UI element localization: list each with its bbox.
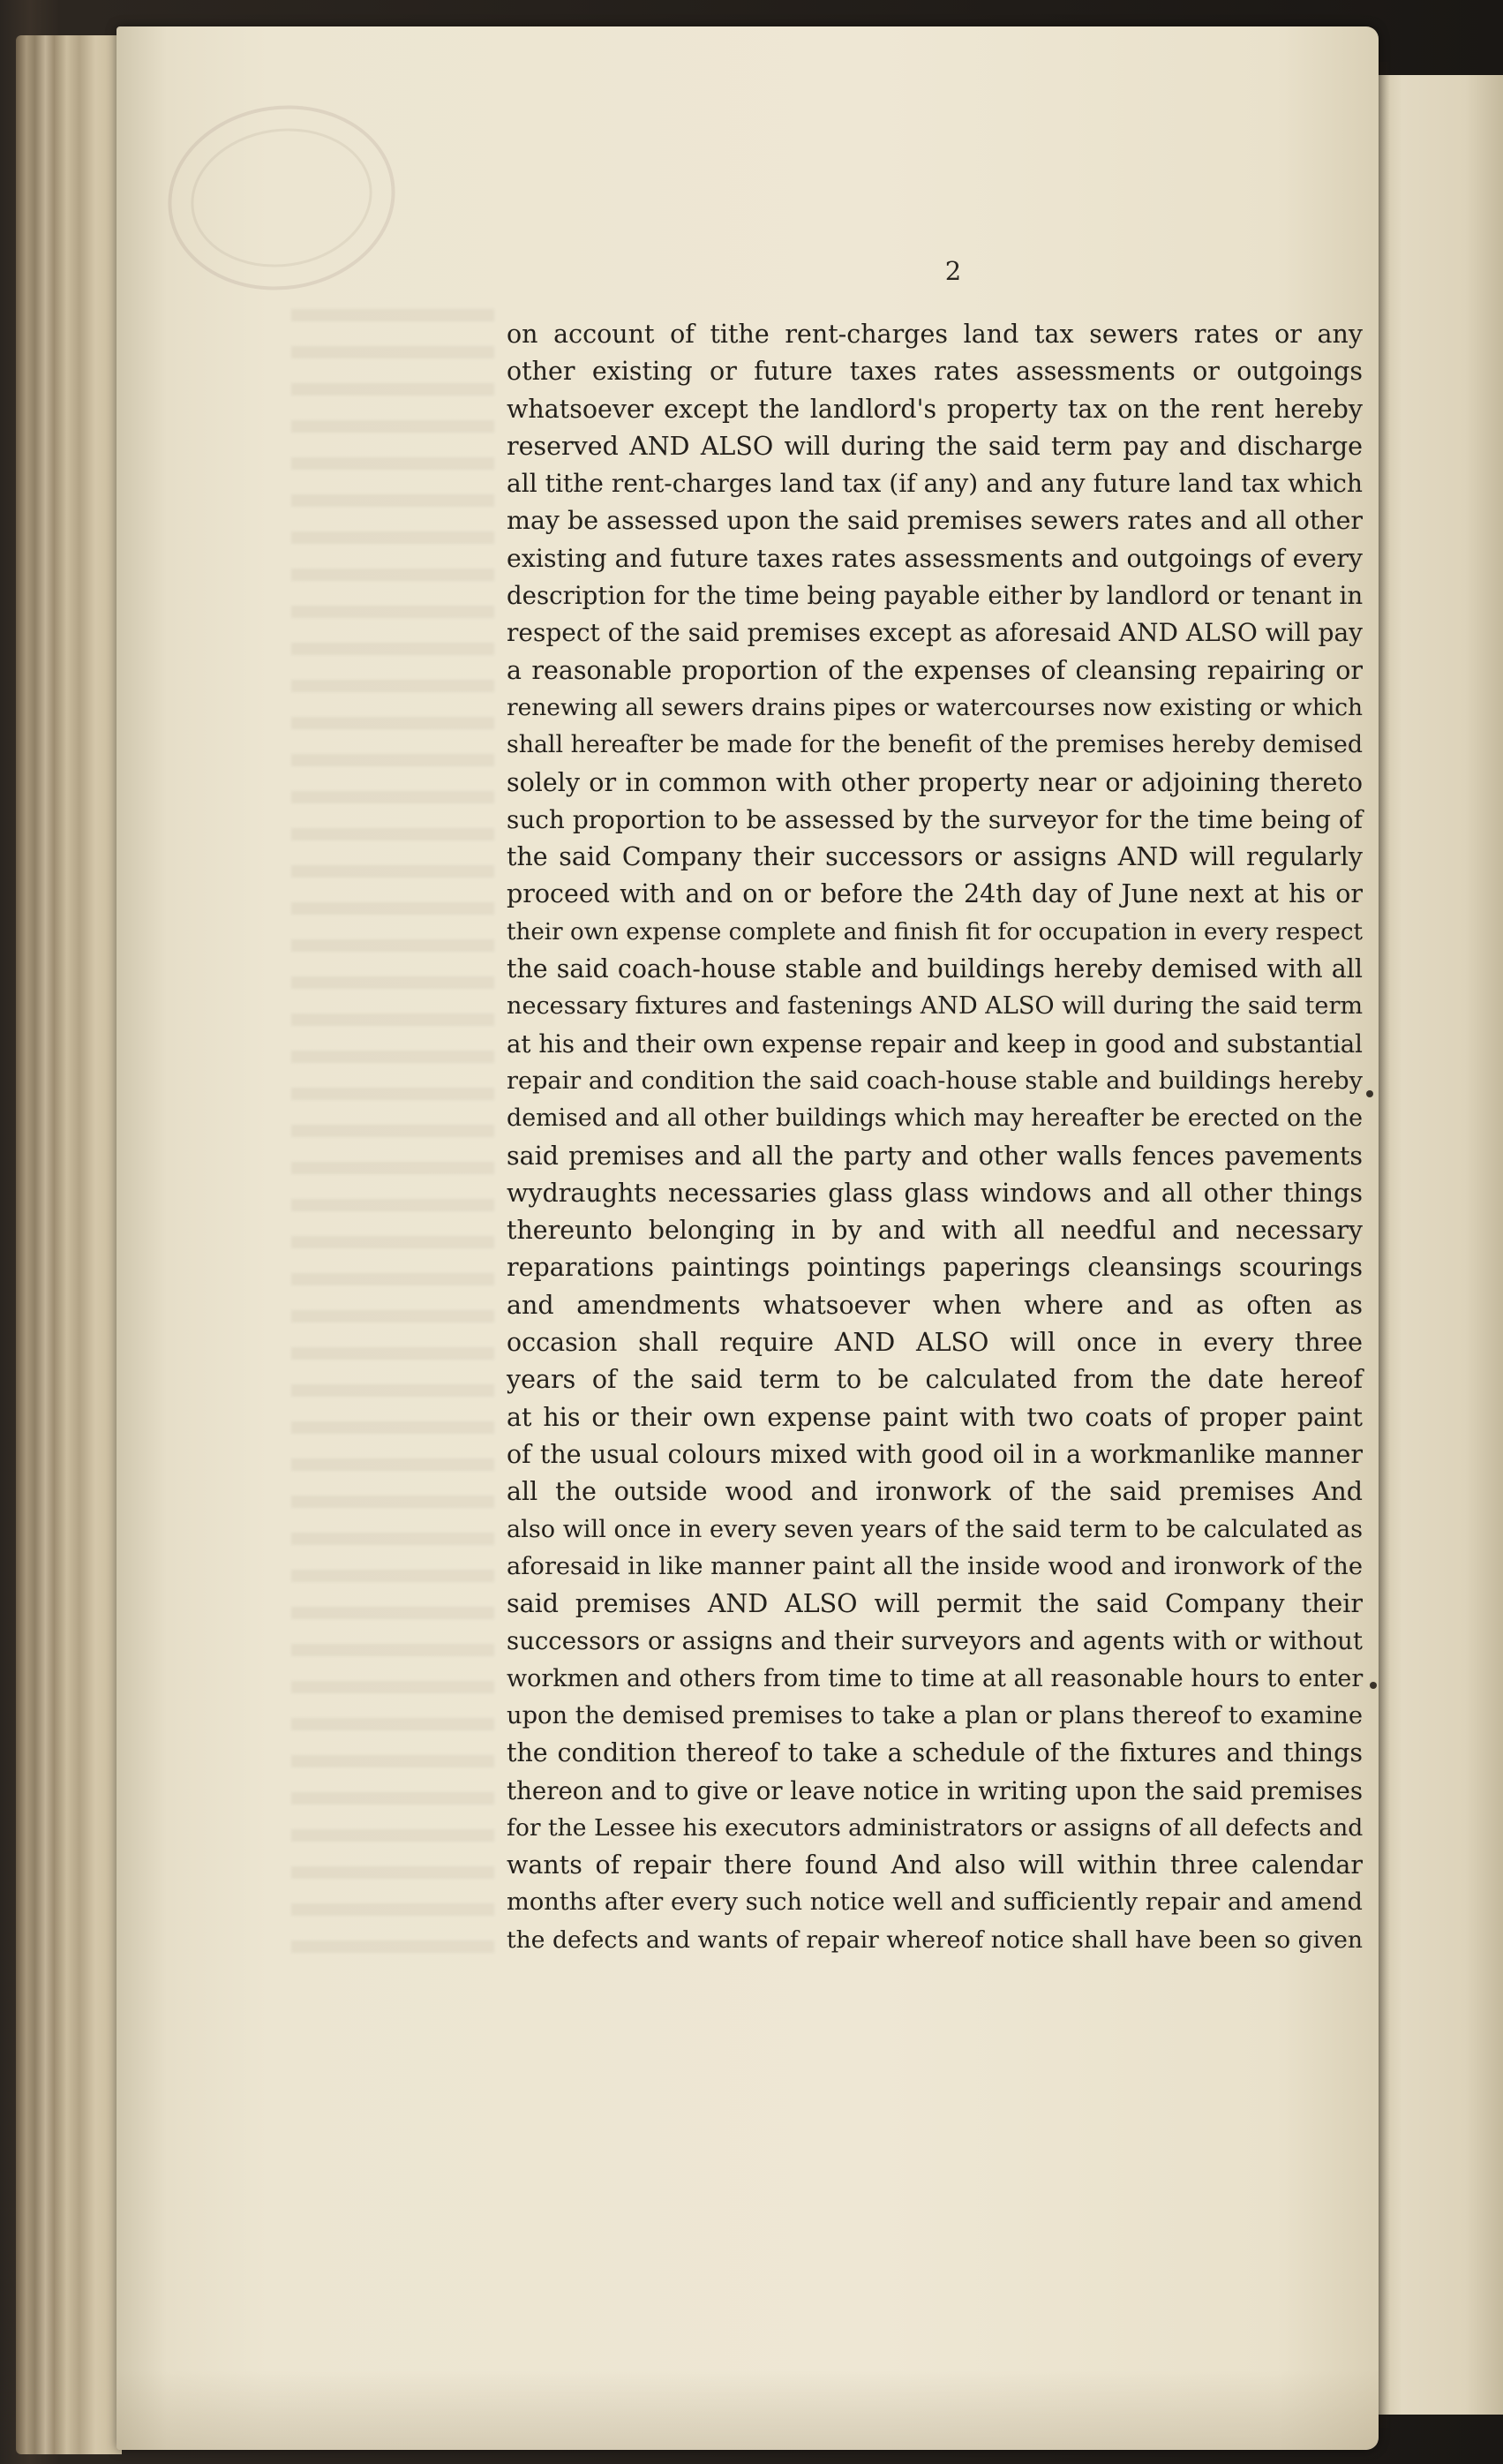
text-line: all tithe rent-charges land tax (if any) and any future land tax which — [507, 469, 1363, 499]
bleed-through-text — [291, 309, 494, 1969]
text-line: a reasonable proportion of the expenses of cleansing repairing or — [507, 655, 1363, 685]
text-line: thereon and to give or leave notice in writing upon the said premises — [507, 1775, 1363, 1805]
text-line: reserved AND ALSO will during the said term pay and discharge — [507, 431, 1363, 461]
text-line: at his and their own expense repair and keep in good and substantial — [507, 1029, 1363, 1059]
text-line: renewing all sewers drains pipes or watercourses now existing or which — [507, 693, 1363, 721]
text-line: successors or assigns and their surveyors and agents with or without — [507, 1627, 1363, 1656]
binding-mark — [1366, 1090, 1373, 1097]
text-line: proceed with and on or before the 24th day of June next at his or — [507, 879, 1363, 909]
text-line: aforesaid in like manner paint all the inside wood and ironwork of the — [507, 1552, 1363, 1580]
document-body — [507, 316, 1363, 1959]
text-line: also will once in every seven years of the said term to be calculated as — [507, 1515, 1363, 1543]
text-line: repair and condition the said coach-house stable and buildings hereby — [507, 1066, 1363, 1095]
text-line: upon the demised premises to take a plan or plans thereof to examine — [507, 1701, 1363, 1729]
text-line: the said coach-house stable and buildings hereby demised with all — [507, 954, 1363, 984]
text-line: solely or in common with other property near or adjoining thereto — [507, 767, 1363, 797]
text-line: shall hereafter be made for the benefit of the premises hereby demised — [507, 731, 1363, 759]
text-line: said premises and all the party and other walls fences pavements — [507, 1141, 1363, 1171]
text-line: at his or their own expense paint with two coats of proper paint — [507, 1402, 1363, 1432]
page-number: 2 — [944, 256, 962, 286]
text-line: said premises AND ALSO will permit the said Company their — [507, 1589, 1363, 1619]
text-line: months after every such notice well and sufficiently repair and amend — [507, 1888, 1363, 1917]
text-line: wants of repair there found And also will within three calendar — [507, 1850, 1363, 1880]
text-line: description for the time being payable either by landlord or tenant in — [507, 581, 1364, 611]
text-line: and amendments whatsoever when where and as often as — [507, 1290, 1363, 1320]
text-line: of the usual colours mixed with good oil in a workmanlike manner — [507, 1439, 1363, 1469]
text-line: the defects and wants of repair whereof notice shall have been so given — [507, 1925, 1363, 1954]
text-line: occasion shall require AND ALSO will once in every three — [507, 1328, 1363, 1358]
text-line: years of the said term to be calculated from the date hereof — [507, 1365, 1363, 1395]
text-line: on account of tithe rent-charges land tax sewers rates or any — [507, 320, 1363, 349]
text-line: the said Company their successors or assigns AND will regularly — [507, 842, 1363, 872]
text-line: existing and future taxes rates assessments and outgoings of every — [507, 543, 1363, 573]
text-line: reparations paintings pointings paperings cleansings scourings — [507, 1253, 1363, 1283]
text-line: wydraughts necessaries glass glass windows and all other things — [507, 1178, 1363, 1208]
text-line: all the outside wood and ironwork of the said premises And — [507, 1477, 1363, 1507]
text-line: demised and all other buildings which may hereafter be erected on the — [507, 1104, 1363, 1133]
text-line: may be assessed upon the said premises sewers rates and all other — [507, 506, 1363, 536]
text-line: the condition thereof to take a schedule of the fixtures and things — [507, 1738, 1363, 1768]
text-line: other existing or future taxes rates assessments or outgoings — [507, 357, 1363, 387]
text-line: such proportion to be assessed by the surveyor for the time being of — [507, 804, 1363, 834]
text-line: whatsoever except the landlord's property tax on the rent hereby — [507, 394, 1363, 424]
binding-mark — [1370, 1682, 1377, 1689]
text-line: necessary fixtures and fastenings AND ALSO will during the said term — [507, 992, 1364, 1021]
text-line: their own expense complete and finish fit for occupation in every respect — [507, 918, 1363, 946]
text-line: for the Lessee his executors administrators or assigns of all defects and — [507, 1813, 1364, 1842]
page-stack-edges — [16, 35, 122, 2454]
text-line: respect of the said premises except as aforesaid AND ALSO will pay — [507, 618, 1363, 648]
text-line: workmen and others from time to time at all reasonable hours to enter — [507, 1664, 1364, 1692]
text-line: thereunto belonging in by and with all needful and necessary — [507, 1216, 1363, 1246]
next-page-edge — [1377, 75, 1503, 2415]
